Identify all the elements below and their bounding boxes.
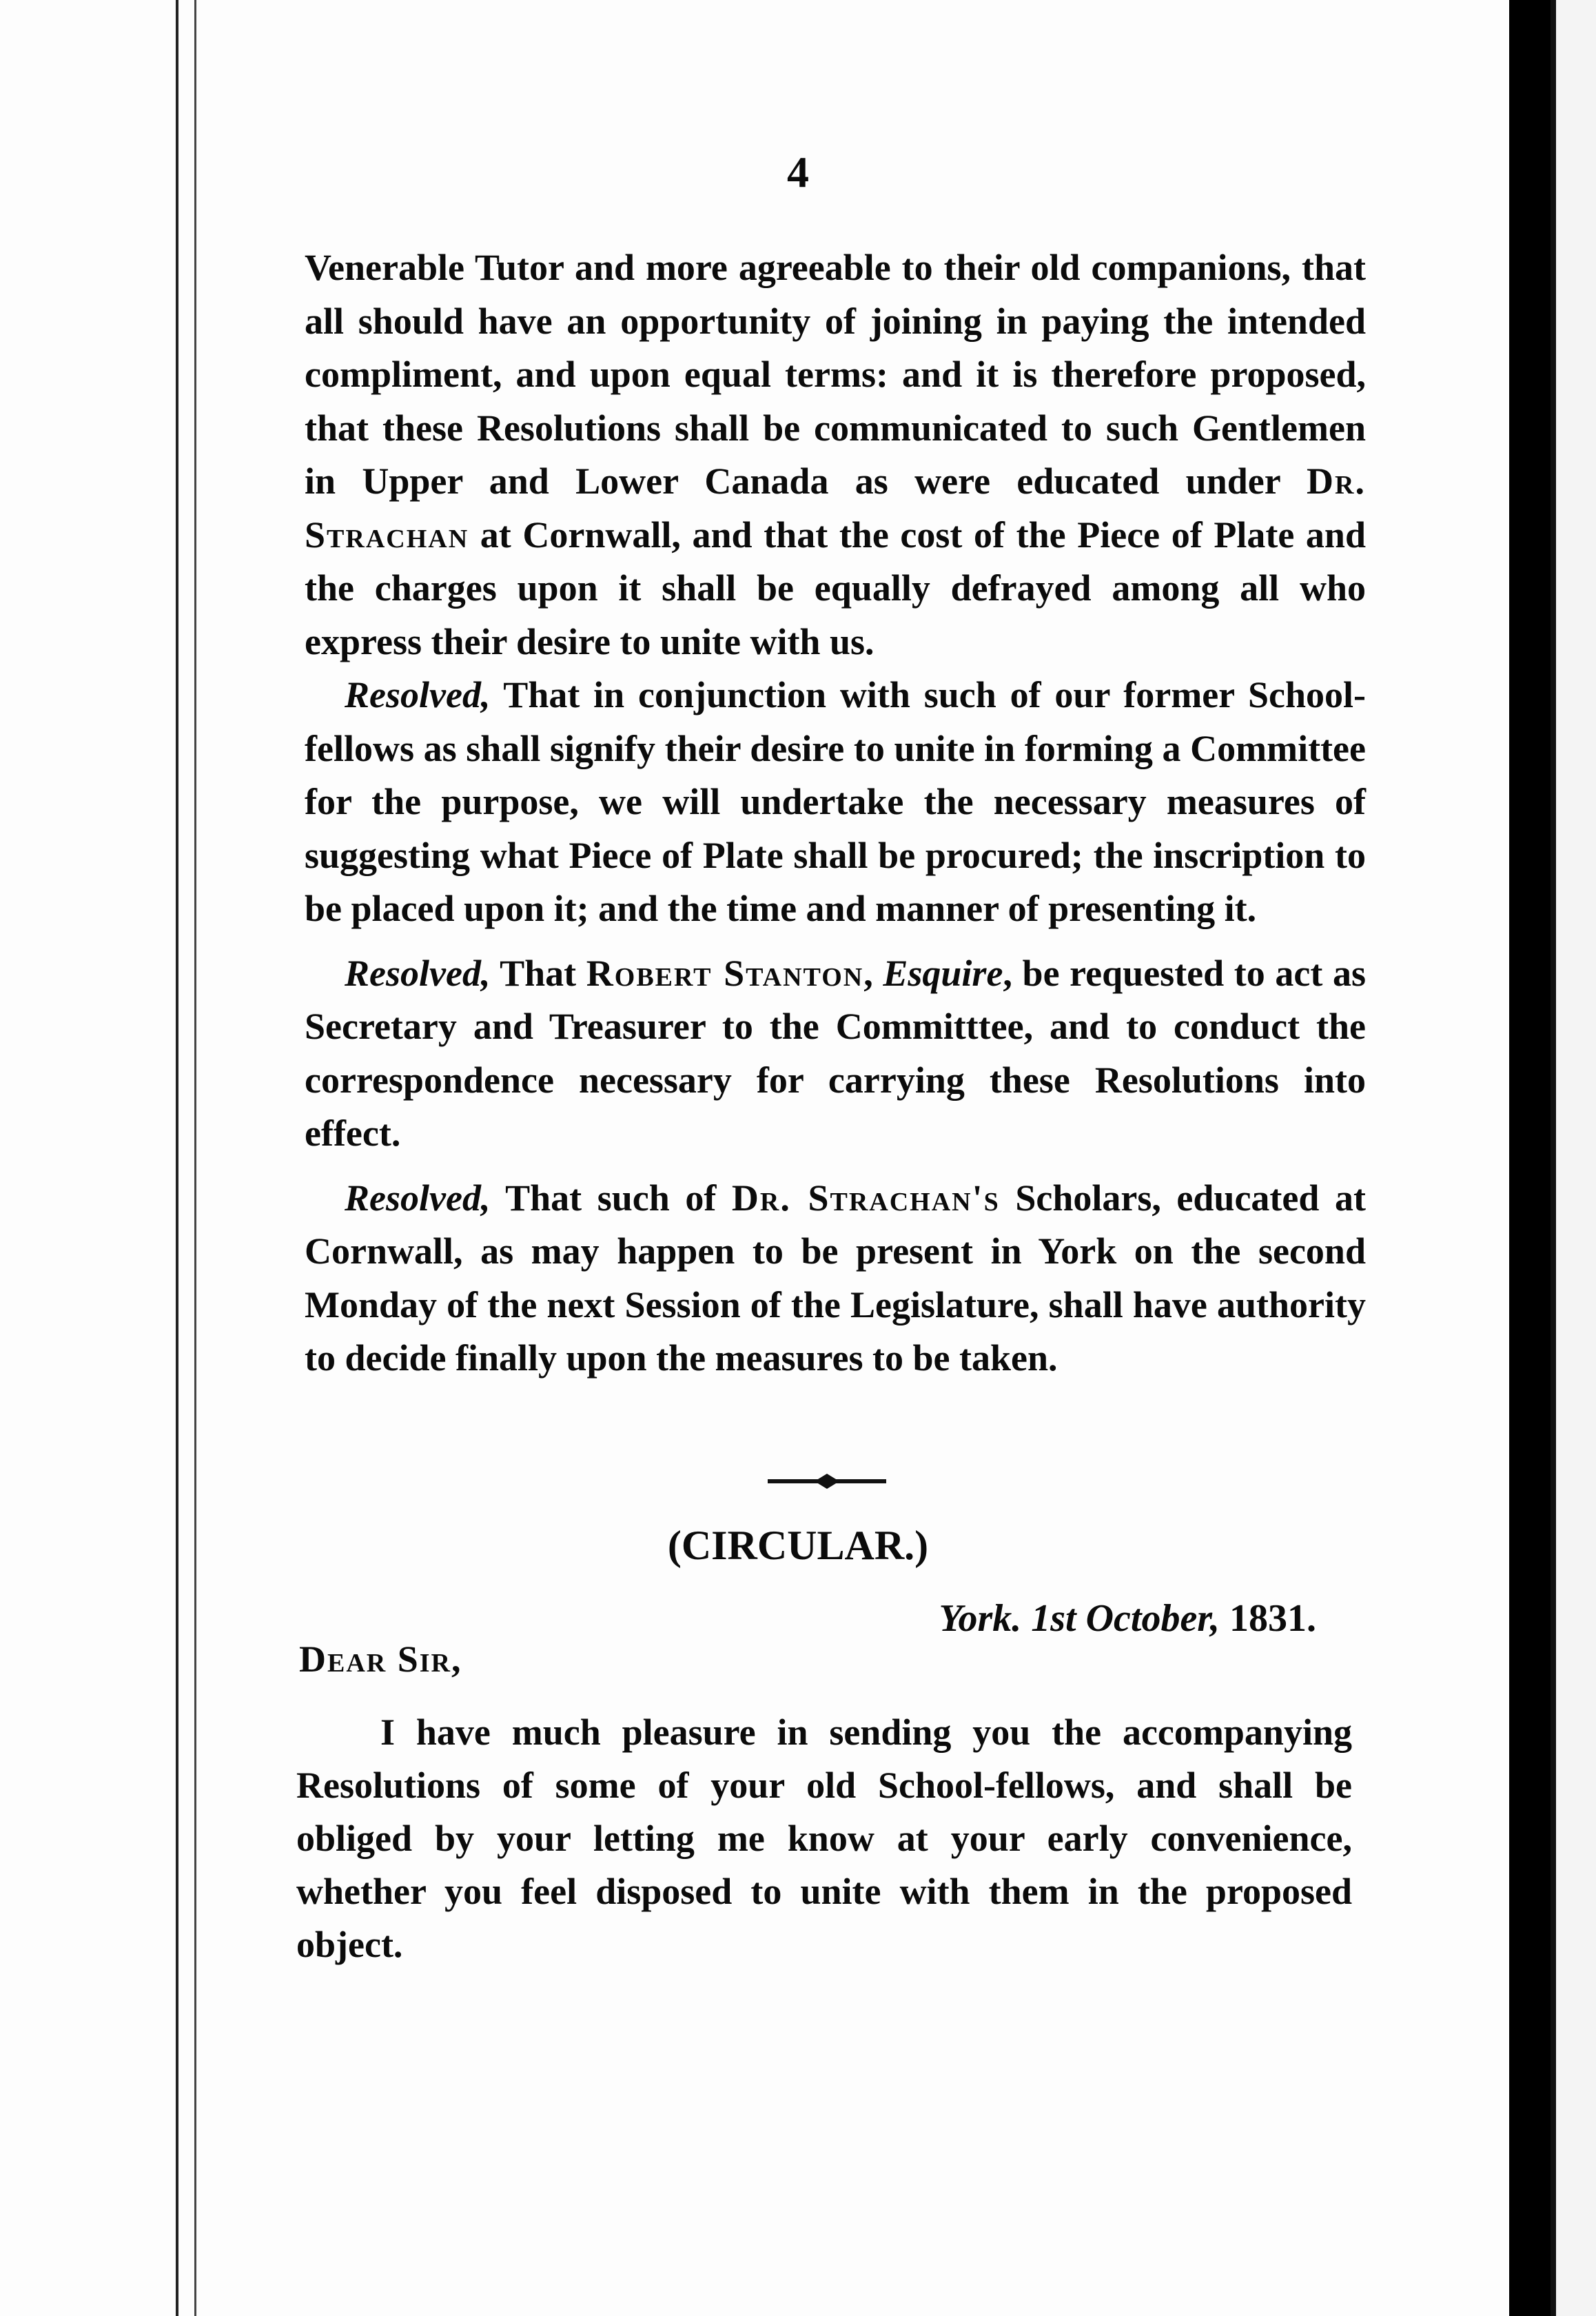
- resolution-paragraph: [305, 669, 1366, 936]
- resolution-lead: Resolved,: [345, 674, 491, 715]
- resolution-text-part: Robert Stanton: [586, 952, 864, 994]
- dateline-year: 1831.: [1229, 1597, 1316, 1640]
- resolutions-text: [305, 241, 1366, 1385]
- page-number: 4: [787, 148, 809, 196]
- dateline: [875, 1599, 1316, 1638]
- resolution-text-part: Scholars, educated at Cornwall, as may happen to be present in York on the second Monday of the next Session of the Legislature, shall have authority to decide finally upon the measures to be taken.: [305, 1177, 1366, 1379]
- dateline-date: 1st October,: [1031, 1597, 1220, 1640]
- circular-title: (CIRCULAR.): [667, 1523, 929, 1568]
- letter-body: [296, 1706, 1352, 1971]
- resolution-lead: Resolved,: [345, 952, 491, 994]
- opening-text-name: Dr. Strachan: [305, 460, 1366, 556]
- resolution-text-part: Dr. Strachan's: [731, 1177, 1000, 1219]
- opening-text-after: at Cornwall, and that the cost of the Piece of Plate and the charges upon it shall be equally defrayed among all who express their desire to unite with us.: [305, 514, 1366, 662]
- salutation: Dear Sir,: [299, 1638, 462, 1680]
- resolution-paragraph: [305, 947, 1366, 1161]
- resolutions-list: [305, 669, 1366, 1385]
- resolution-paragraph: [305, 1172, 1366, 1385]
- resolution-text-part: That such of: [490, 1177, 732, 1219]
- margin-rule-inner: [194, 0, 196, 2316]
- resolution-lead: Resolved,: [345, 1177, 491, 1219]
- margin-rule-outer: [176, 0, 178, 2316]
- ornamental-divider: [765, 1471, 889, 1492]
- resolution-text-part: That in conjunction with such of our former School-fellows as shall signify their desire to unite in forming a Committee for the purpose, we will undertake the necessary measures of suggesting what Piece of Plate shall be procured; the inscription to be placed upon it; and the time and manner of presenting it.: [305, 674, 1366, 929]
- opening-text-before: Venerable Tutor and more agreeable to their old companions, that all should have an opportunity of joining in paying the intended compliment, and upon equal terms: and it is therefore proposed, that these Resolutions shall be communicated to such Gentlemen in Upper and Lower Canada as were educated under: [305, 247, 1366, 502]
- facing-page-edge: [1551, 0, 1596, 2316]
- opening-paragraph: [305, 241, 1366, 669]
- dateline-place: York.: [939, 1597, 1022, 1640]
- resolution-text-part: Esquire: [883, 952, 1003, 994]
- letter-paragraph: I have much pleasure in sending you the accompanying Resolutions of some of your old School-fellows, and shall be obliged by your letting me know at your early convenience, whether you feel disposed to unite with them in the proposed object.: [296, 1711, 1352, 1965]
- facing-page-gutter: [1509, 0, 1551, 2316]
- resolution-text-part: ,: [863, 952, 883, 994]
- resolution-text-part: , be requested to act as Secretary and Treasurer to the Committtee, and to conduct the correspondence necessary for carrying these Resolutions into effect.: [305, 952, 1367, 1154]
- resolution-text-part: That: [490, 952, 586, 994]
